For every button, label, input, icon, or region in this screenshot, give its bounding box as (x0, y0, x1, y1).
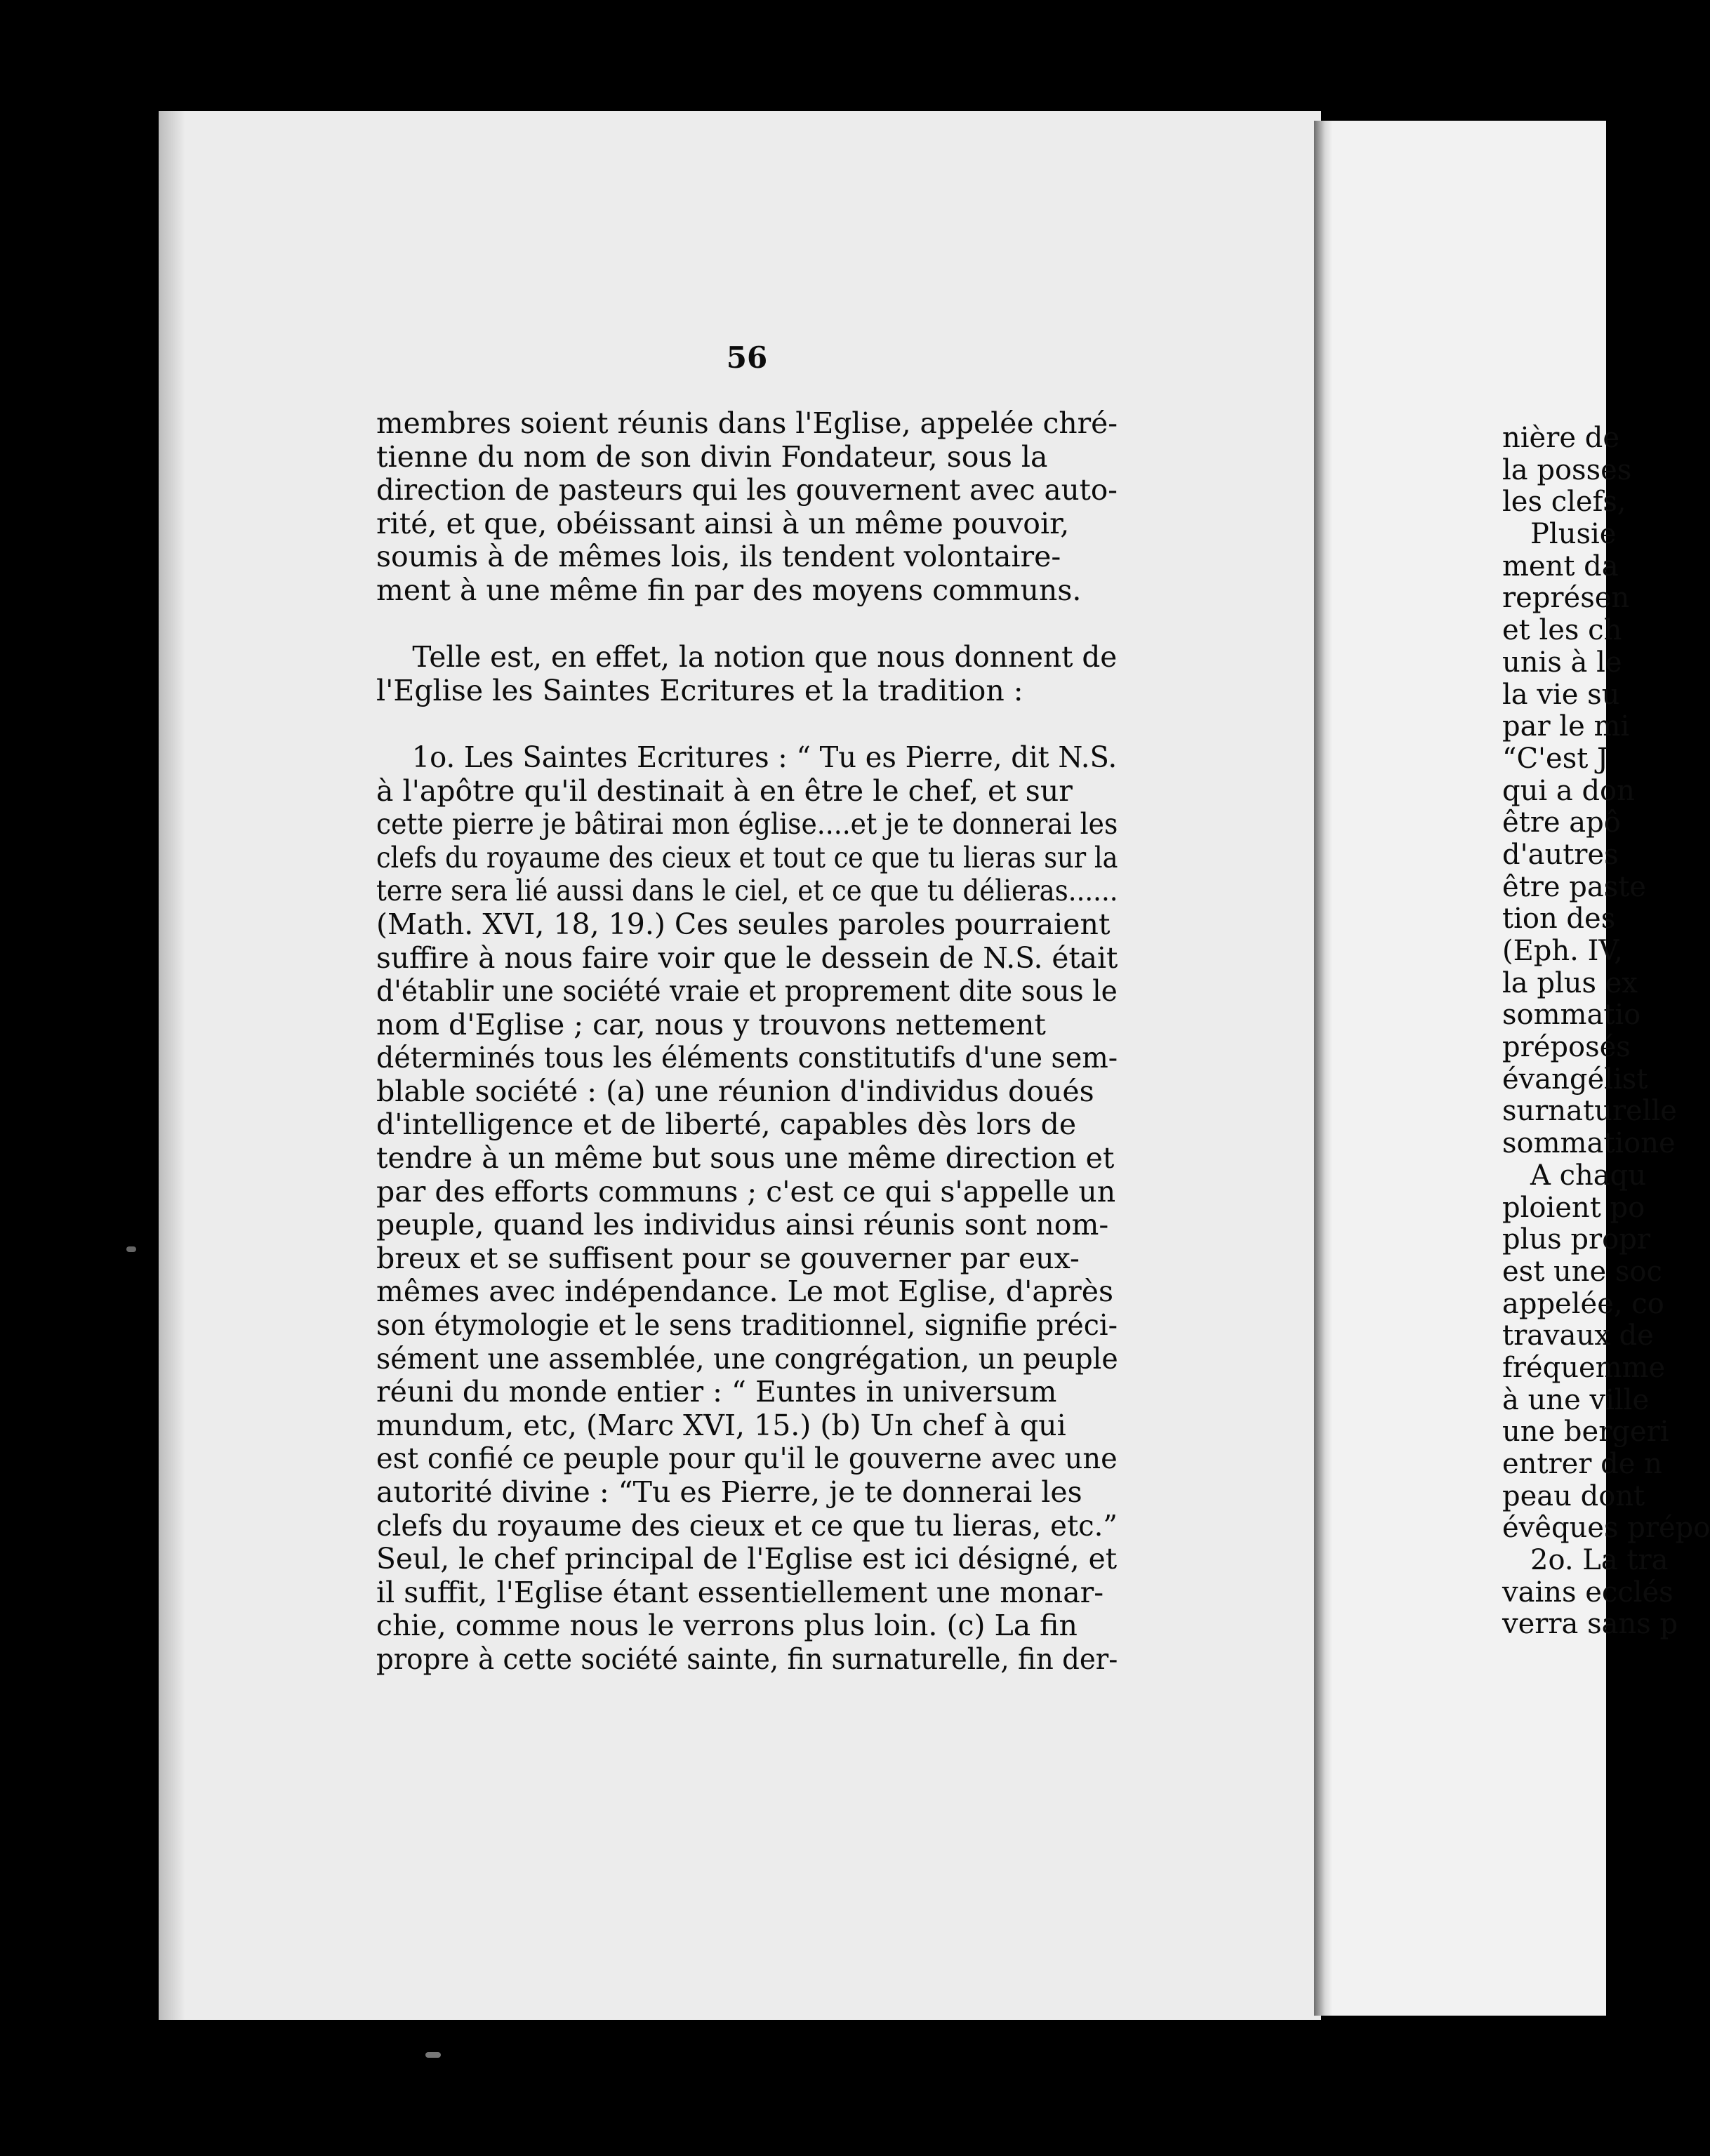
text-line: clefs du royaume des cieux et ce que tu lieras, etc.” (376, 1508, 1118, 1543)
text-line: travaux de (1502, 1319, 1654, 1352)
text-line: (Math. XVI, 18, 19.) Ces seules paroles pourraient (376, 907, 1111, 941)
text-line: mêmes avec indépendance. Le mot Eglise, d'après (376, 1275, 1114, 1309)
text-line: d'intelligence et de liberté, capables dès lors de (376, 1107, 1077, 1142)
page-speck (425, 2052, 441, 2058)
text-line: la plus ex (1502, 966, 1638, 999)
text-line: 1o. Les Saintes Ecritures : “ Tu es Pierre, dit N.S. (411, 740, 1118, 774)
text-line: représen (1502, 582, 1630, 615)
text-line: peau dont (1502, 1479, 1645, 1512)
text-line: membres soient réunis dans l'Eglise, appelée chré- (376, 406, 1118, 440)
text-line: ploient po (1502, 1191, 1645, 1224)
text-line: évêques prépo (1502, 1512, 1710, 1545)
text-line: ment à une même fin par des moyens communs. (376, 573, 1082, 607)
text-line: à l'apôtre qu'il destinait à en être le chef, et sur (376, 773, 1073, 808)
text-line: par des efforts communs ; c'est ce qui s'appelle un (376, 1174, 1116, 1209)
text-line: soumis à de mêmes lois, ils tendent volontaire- (376, 540, 1061, 574)
text-line: A chaqu (1530, 1159, 1646, 1192)
text-line: plus propr (1502, 1223, 1650, 1256)
text-line: direction de pasteurs qui les gouvernent avec auto- (376, 473, 1118, 507)
page-number: 56 (726, 340, 768, 375)
book-gutter (1314, 121, 1332, 2016)
text-line: d'autres (1502, 838, 1619, 871)
text-line: la posses (1502, 453, 1632, 486)
text-line: appelée, co (1502, 1287, 1664, 1320)
text-line: par le mi (1502, 710, 1630, 743)
text-line: tion des (1502, 903, 1616, 936)
text-line: suffire à nous faire voir que le dessein de N.S. était (376, 940, 1118, 975)
text-line: une bergeri (1502, 1416, 1669, 1449)
text-line: tienne du nom de son divin Fondateur, sous la (376, 439, 1048, 474)
text-line: l'Eglise les Saintes Ecritures et la tradition : (376, 673, 1023, 707)
text-line: sommatione (1502, 1127, 1676, 1160)
text-line: unis à le (1502, 646, 1622, 679)
text-line: 2o. La tra (1530, 1544, 1669, 1577)
text-line: surnaturelle (1502, 1095, 1677, 1128)
text-line: chie, comme nous le verrons plus loin. (c) La fin (376, 1609, 1078, 1643)
text-line: entrer de n (1502, 1448, 1662, 1480)
text-line: blable société : (a) une réunion d'individus doués (376, 1074, 1094, 1108)
text-line: Seul, le chef principal de l'Eglise est ici désigné, et (376, 1542, 1118, 1576)
text-line: vains ecclés (1502, 1576, 1673, 1609)
text-line: clefs du royaume des cieux et tout ce que tu lieras sur la (376, 840, 1118, 874)
text-line: qui a don (1502, 774, 1635, 807)
text-line: à une ville (1502, 1383, 1650, 1416)
text-line: propre à cette société sainte, fin surnaturelle, fin der- (376, 1642, 1118, 1676)
text-line: est une soc (1502, 1255, 1662, 1288)
text-line: nom d'Eglise ; car, nous y trouvons nettement (376, 1007, 1046, 1042)
paragraph-gap (376, 608, 1118, 641)
text-line: il suffit, l'Eglise étant essentiellement une monar- (376, 1575, 1104, 1609)
text-line: être apô (1502, 806, 1621, 839)
left-text-lines (376, 407, 1118, 1677)
text-line: nière de (1502, 422, 1620, 454)
text-line: la vie su (1502, 678, 1620, 711)
text-line: “C'est J (1502, 742, 1609, 775)
text-line: d'établir une société vraie et proprement dite sous le (376, 974, 1118, 1009)
text-line: préposés (1502, 1031, 1631, 1064)
text-line: réuni du monde entier : “ Euntes in universum (376, 1375, 1057, 1409)
text-line: autorité divine : “Tu es Pierre, je te donnerai les (376, 1475, 1082, 1509)
text-line: et les ch (1502, 614, 1622, 647)
text-line: breux et se suffisent pour se gouverner par eux- (376, 1241, 1080, 1275)
text-line: les clefs, (1502, 486, 1626, 519)
text-line: fréquemme (1502, 1351, 1666, 1384)
text-line: sommatio (1502, 999, 1641, 1032)
text-line: tendre à un même but sous une même direction et (376, 1141, 1115, 1176)
page-edge-shadow (159, 111, 185, 2020)
text-line: sément une assemblée, une congrégation, un peuple (376, 1341, 1118, 1376)
text-line: verra sans p (1502, 1608, 1678, 1641)
text-line: (Eph. IV, (1502, 935, 1624, 967)
text-line: son étymologie et le sens traditionnel, signifie préci- (376, 1308, 1118, 1343)
text-line: peuple, quand les individus ainsi réunis sont nom- (376, 1208, 1109, 1242)
paragraph-gap (376, 707, 1118, 741)
right-page-text (1502, 422, 1710, 1641)
text-line: évangélist (1502, 1063, 1648, 1096)
text-line: déterminés tous les éléments constitutifs d'une sem- (376, 1041, 1118, 1075)
text-line: être paste (1502, 870, 1646, 903)
text-line: Telle est, en effet, la notion que nous donnent de (412, 640, 1118, 674)
text-line: terre sera lié aussi dans le ciel, et ce que tu délieras...... (376, 874, 1118, 908)
text-line: rité, et que, obéissant ainsi à un même pouvoir, (376, 506, 1070, 540)
text-line: cette pierre je bâtirai mon église....et je te donnerai les (376, 807, 1118, 841)
page-speck (126, 1246, 136, 1252)
text-line: ment da (1502, 550, 1619, 583)
text-line: Plusie (1530, 518, 1617, 551)
text-line: est confié ce peuple pour qu'il le gouverne avec une (376, 1442, 1118, 1476)
text-line: mundum, etc, (Marc XVI, 15.) (b) Un chef à qui (376, 1408, 1066, 1442)
